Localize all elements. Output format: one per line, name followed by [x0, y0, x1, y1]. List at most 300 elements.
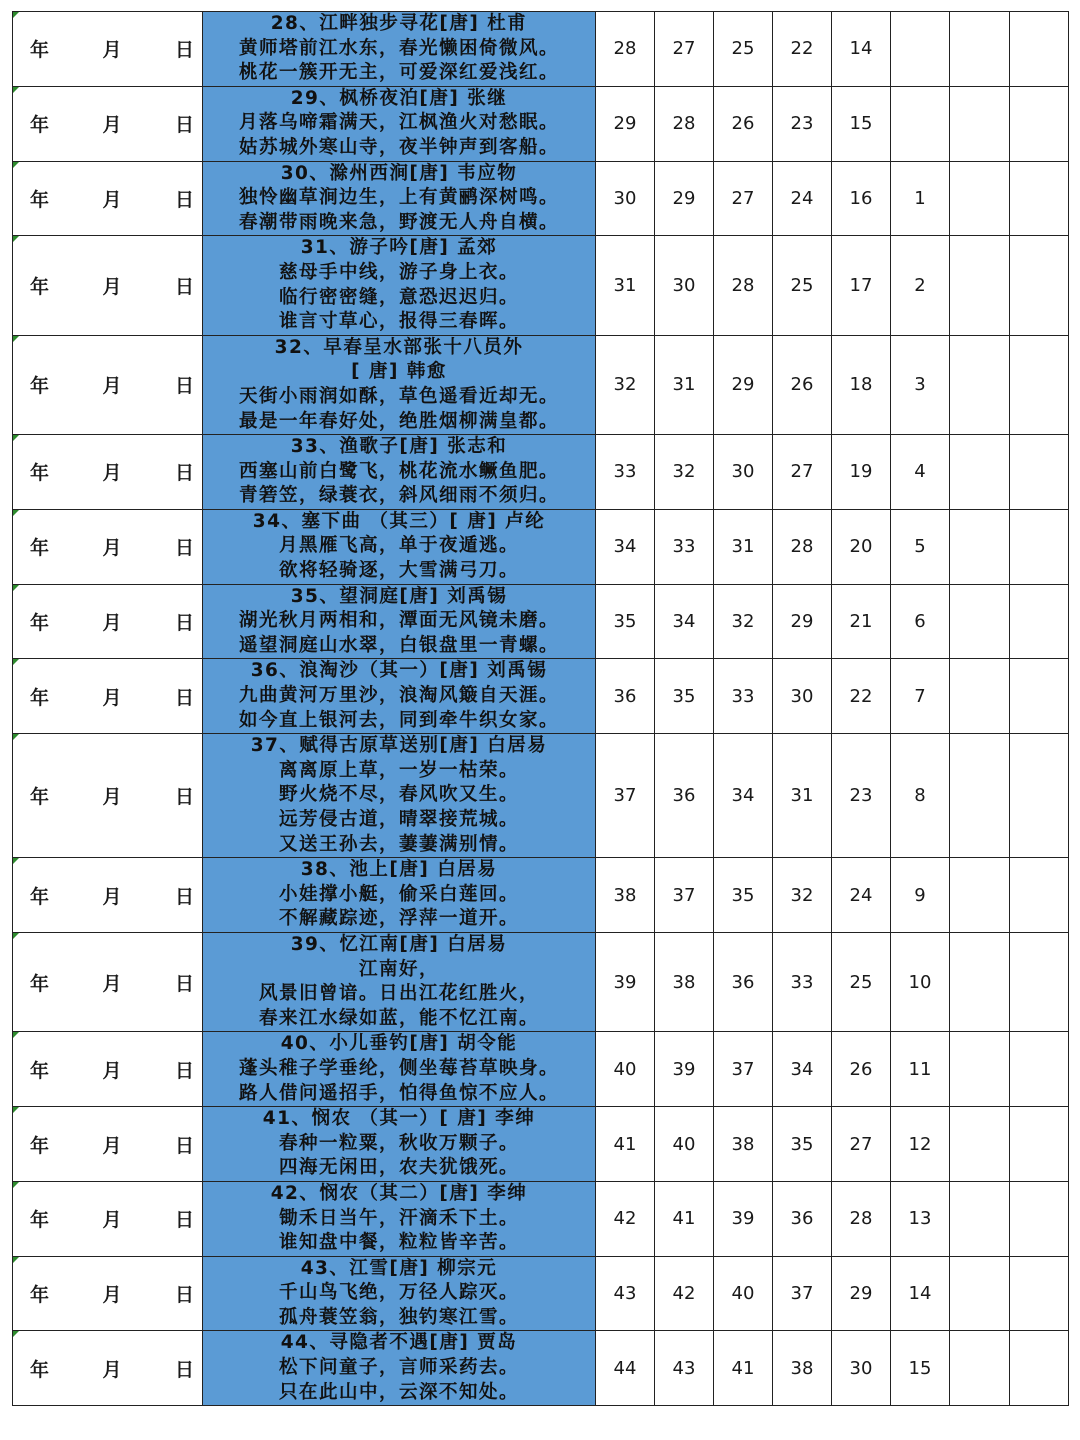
- day-label: 日: [174, 1059, 194, 1082]
- review-day-cell: 36: [596, 659, 655, 734]
- review-day-cell: 25: [714, 12, 773, 87]
- review-day-cell: 37: [714, 1032, 773, 1107]
- date-cell[interactable]: [13, 1032, 203, 1107]
- year-label: 年: [30, 537, 50, 560]
- poem-line: 西塞山前白鹭飞，桃花流水鳜鱼肥。: [238, 460, 559, 482]
- day-label: 日: [174, 188, 194, 211]
- review-day-cell: 20: [832, 509, 891, 584]
- review-day-cell: 27: [832, 1107, 891, 1182]
- month-label: 月: [102, 1358, 122, 1381]
- review-day-cell: 32: [655, 435, 714, 510]
- review-day-cell: 40: [714, 1256, 773, 1331]
- review-day-cell: 39: [596, 932, 655, 1031]
- review-day-cell: 31: [714, 509, 773, 584]
- review-day-cell: [950, 1256, 1010, 1331]
- month-label: 月: [102, 1134, 122, 1157]
- review-day-cell: 38: [714, 1107, 773, 1182]
- date-cell[interactable]: [13, 236, 203, 335]
- date-fields: [13, 1205, 202, 1232]
- date-fields: [13, 35, 202, 62]
- review-day-cell: 42: [596, 1181, 655, 1256]
- review-day-cell: 44: [596, 1331, 655, 1406]
- poem-line: 桃花一簇开无主，可爱深红爱浅红。: [238, 62, 559, 84]
- table-row: [13, 932, 1069, 1031]
- poem-line: 离离原上草，一岁一枯荣。: [278, 759, 519, 781]
- day-label: 日: [174, 114, 194, 137]
- day-label: 日: [174, 686, 194, 709]
- poem-line: 松下问童子，言师采药去。: [278, 1357, 519, 1379]
- review-day-cell: [950, 435, 1010, 510]
- poem-line: 黄师塔前江水东，春光懒困倚微风。: [238, 37, 559, 59]
- date-fields: [13, 683, 202, 710]
- review-day-cell: 26: [832, 1032, 891, 1107]
- year-label: 年: [30, 612, 50, 635]
- year-label: 年: [30, 188, 50, 211]
- date-cell[interactable]: [13, 858, 203, 933]
- review-day-cell: 42: [655, 1256, 714, 1331]
- review-day-cell: [950, 734, 1010, 858]
- review-day-cell: 40: [655, 1107, 714, 1182]
- review-day-cell: 6: [891, 584, 950, 659]
- poem-title: 33、渔歌子[唐] 张志和: [290, 436, 508, 458]
- poem-line: 春来江水绿如蓝，能不忆江南。: [258, 1007, 539, 1029]
- review-day-cell: 37: [655, 858, 714, 933]
- review-day-cell: 26: [714, 86, 773, 161]
- review-day-cell: 32: [773, 858, 832, 933]
- review-day-cell: 32: [596, 335, 655, 434]
- review-day-cell: 29: [655, 161, 714, 236]
- review-day-cell: 15: [891, 1331, 950, 1406]
- review-day-cell: [950, 86, 1010, 161]
- review-day-cell: 30: [832, 1331, 891, 1406]
- year-label: 年: [30, 276, 50, 299]
- review-day-cell: 30: [655, 236, 714, 335]
- review-day-cell: [891, 12, 950, 87]
- review-day-cell: 34: [714, 734, 773, 858]
- year-label: 年: [30, 1059, 50, 1082]
- review-day-cell: 34: [655, 584, 714, 659]
- month-label: 月: [102, 1209, 122, 1232]
- review-day-cell: 36: [714, 932, 773, 1031]
- review-day-cell: [1010, 584, 1069, 659]
- review-day-cell: [950, 12, 1010, 87]
- year-label: 年: [30, 1284, 50, 1307]
- table-row: [13, 659, 1069, 734]
- poem-title: 37、赋得古原草送别[唐] 白居易: [250, 735, 548, 757]
- poem-line: 最是一年春好处，绝胜烟柳满皇都。: [238, 410, 559, 432]
- review-day-cell: 33: [773, 932, 832, 1031]
- day-label: 日: [174, 375, 194, 398]
- review-day-cell: 5: [891, 509, 950, 584]
- review-day-cell: 22: [832, 659, 891, 734]
- poem-title: 44、寻隐者不遇[唐] 贾岛: [280, 1332, 518, 1354]
- poem-cell: [203, 509, 596, 584]
- review-day-cell: 22: [773, 12, 832, 87]
- review-day-cell: [950, 659, 1010, 734]
- poem-cell: [203, 1256, 596, 1331]
- table-row: [13, 1331, 1069, 1406]
- day-label: 日: [174, 39, 194, 62]
- day-label: 日: [174, 612, 194, 635]
- review-day-cell: 19: [832, 435, 891, 510]
- review-day-cell: 28: [596, 12, 655, 87]
- month-label: 月: [102, 972, 122, 995]
- date-fields: [13, 533, 202, 560]
- date-fields: [13, 458, 202, 485]
- date-fields: [13, 969, 202, 996]
- review-day-cell: 25: [832, 932, 891, 1031]
- review-day-cell: 31: [655, 335, 714, 434]
- review-day-cell: 40: [596, 1032, 655, 1107]
- poem-cell: [203, 1032, 596, 1107]
- poem-cell: [203, 734, 596, 858]
- table-row: [13, 435, 1069, 510]
- review-day-cell: [950, 858, 1010, 933]
- poem-line: 小娃撑小艇，偷采白莲回。: [278, 883, 519, 905]
- review-day-cell: 21: [832, 584, 891, 659]
- review-day-cell: 38: [773, 1331, 832, 1406]
- poem-title: 32、早春呈水部张十八员外: [274, 336, 524, 358]
- review-day-cell: 41: [655, 1181, 714, 1256]
- poem-line: 又送王孙去，萋萋满别情。: [278, 833, 519, 855]
- poem-cell: [203, 435, 596, 510]
- review-day-cell: 43: [655, 1331, 714, 1406]
- month-label: 月: [102, 188, 122, 211]
- review-day-cell: [1010, 509, 1069, 584]
- table-row: [13, 1032, 1069, 1107]
- review-day-cell: 4: [891, 435, 950, 510]
- date-fields: [13, 1056, 202, 1083]
- poem-line: 千山鸟飞绝，万径人踪灭。: [278, 1282, 519, 1304]
- review-day-cell: 33: [655, 509, 714, 584]
- poem-cell: [203, 1181, 596, 1256]
- review-day-cell: 29: [596, 86, 655, 161]
- poem-line: 如今直上银河去，同到牵牛织女家。: [238, 709, 559, 731]
- date-cell[interactable]: [13, 659, 203, 734]
- poem-cell: [203, 335, 596, 434]
- poem-line: 青箬笠，绿蓑衣，斜风细雨不须归。: [238, 485, 559, 507]
- month-label: 月: [102, 612, 122, 635]
- review-day-cell: [1010, 236, 1069, 335]
- review-day-cell: 41: [714, 1331, 773, 1406]
- review-day-cell: 27: [655, 12, 714, 87]
- review-day-cell: [950, 932, 1010, 1031]
- review-day-cell: [1010, 734, 1069, 858]
- review-day-cell: [950, 509, 1010, 584]
- review-day-cell: [1010, 1331, 1069, 1406]
- review-day-cell: [1010, 335, 1069, 434]
- review-day-cell: 14: [891, 1256, 950, 1331]
- table-row: [13, 509, 1069, 584]
- review-day-cell: 30: [773, 659, 832, 734]
- poem-line: 春潮带雨晚来急，野渡无人舟自横。: [238, 211, 559, 233]
- review-day-cell: [950, 584, 1010, 659]
- month-label: 月: [102, 1284, 122, 1307]
- date-fields: [13, 1355, 202, 1382]
- poem-line: 野火烧不尽，春风吹又生。: [278, 784, 519, 806]
- date-fields: [13, 608, 202, 635]
- date-fields: [13, 185, 202, 212]
- poem-line: 湖光秋月两相和，潭面无风镜未磨。: [238, 610, 559, 632]
- table-row: [13, 1107, 1069, 1182]
- review-day-cell: 27: [773, 435, 832, 510]
- date-cell[interactable]: [13, 509, 203, 584]
- review-day-cell: [1010, 1107, 1069, 1182]
- poem-title: 43、江雪[唐] 柳宗元: [300, 1257, 498, 1279]
- date-cell[interactable]: [13, 1181, 203, 1256]
- poem-line: 蓬头稚子学垂纶，侧坐莓苔草映身。: [238, 1057, 559, 1079]
- poem-cell: [203, 12, 596, 87]
- day-label: 日: [174, 1209, 194, 1232]
- date-cell[interactable]: [13, 161, 203, 236]
- review-day-cell: 13: [891, 1181, 950, 1256]
- day-label: 日: [174, 537, 194, 560]
- review-day-cell: 28: [832, 1181, 891, 1256]
- review-day-cell: 28: [714, 236, 773, 335]
- review-day-cell: 9: [891, 858, 950, 933]
- year-label: 年: [30, 114, 50, 137]
- review-day-cell: 35: [655, 659, 714, 734]
- year-label: 年: [30, 39, 50, 62]
- review-day-cell: 3: [891, 335, 950, 434]
- date-cell[interactable]: [13, 584, 203, 659]
- review-day-cell: 27: [714, 161, 773, 236]
- day-label: 日: [174, 885, 194, 908]
- year-label: 年: [30, 885, 50, 908]
- poem-title: 34、塞下曲 （其三）[ 唐] 卢纶: [252, 510, 546, 532]
- review-day-cell: 37: [596, 734, 655, 858]
- review-day-cell: 10: [891, 932, 950, 1031]
- poem-line: 欲将轻骑逐，大雪满弓刀。: [278, 560, 519, 582]
- year-label: 年: [30, 1358, 50, 1381]
- review-day-cell: 25: [773, 236, 832, 335]
- review-day-cell: 35: [773, 1107, 832, 1182]
- table-row: [13, 858, 1069, 933]
- poem-line: 远芳侵古道，晴翠接荒城。: [278, 809, 519, 830]
- day-label: 日: [174, 276, 194, 299]
- review-day-cell: [950, 1032, 1010, 1107]
- review-day-cell: 39: [655, 1032, 714, 1107]
- year-label: 年: [30, 375, 50, 398]
- poem-line: 月黑雁飞高，单于夜遁逃。: [278, 535, 519, 557]
- month-label: 月: [102, 686, 122, 709]
- month-label: 月: [102, 39, 122, 62]
- review-day-cell: 7: [891, 659, 950, 734]
- poem-line: 春种一粒粟，秋收万颗子。: [278, 1132, 519, 1154]
- poem-line: 慈母手中线，游子身上衣。: [278, 261, 519, 283]
- review-day-cell: [950, 161, 1010, 236]
- review-day-cell: 12: [891, 1107, 950, 1182]
- poem-line: 锄禾日当午，汗滴禾下土。: [278, 1207, 519, 1229]
- review-day-cell: 16: [832, 161, 891, 236]
- day-label: 日: [174, 972, 194, 995]
- date-cell[interactable]: [13, 86, 203, 161]
- review-day-cell: 28: [655, 86, 714, 161]
- poem-line: 天街小雨润如酥，草色遥看近却无。: [238, 385, 559, 407]
- review-day-cell: 11: [891, 1032, 950, 1107]
- review-day-cell: 32: [714, 584, 773, 659]
- poem-title: 30、滁州西涧[唐] 韦应物: [280, 162, 518, 184]
- year-label: 年: [30, 1209, 50, 1232]
- poem-title: 36、浪淘沙（其一）[唐] 刘禹锡: [250, 660, 548, 682]
- review-day-cell: 23: [832, 734, 891, 858]
- table-row: [13, 236, 1069, 335]
- review-day-cell: 29: [773, 584, 832, 659]
- date-fields: [13, 1131, 202, 1158]
- review-day-cell: [1010, 435, 1069, 510]
- review-day-cell: 41: [596, 1107, 655, 1182]
- poem-line: 不解藏踪迹，浮萍一道开。: [278, 908, 519, 930]
- review-day-cell: 23: [773, 86, 832, 161]
- table-row: [13, 1181, 1069, 1256]
- date-cell[interactable]: [13, 1256, 203, 1331]
- review-day-cell: 35: [714, 858, 773, 933]
- review-day-cell: 36: [655, 734, 714, 858]
- poem-cell: [203, 236, 596, 335]
- review-day-cell: 18: [832, 335, 891, 434]
- month-label: 月: [102, 1059, 122, 1082]
- poem-line: 江南好，: [358, 958, 439, 980]
- review-day-cell: 29: [714, 335, 773, 434]
- table-row: [13, 734, 1069, 858]
- poem-title: 41、悯农 （其一）[ 唐] 李绅: [262, 1108, 536, 1130]
- poem-review-table: [12, 11, 1069, 1406]
- day-label: 日: [174, 462, 194, 485]
- date-cell[interactable]: [13, 734, 203, 858]
- table-body: [13, 12, 1069, 1406]
- review-day-cell: 31: [773, 734, 832, 858]
- review-day-cell: [950, 236, 1010, 335]
- poem-cell: [203, 932, 596, 1031]
- review-day-cell: [1010, 1256, 1069, 1331]
- review-day-cell: [1010, 659, 1069, 734]
- review-day-cell: 35: [596, 584, 655, 659]
- review-day-cell: 38: [596, 858, 655, 933]
- table-row: [13, 335, 1069, 434]
- day-label: 日: [174, 1358, 194, 1381]
- review-day-cell: 14: [832, 12, 891, 87]
- poem-title: 40、小儿垂钓[唐] 胡令能: [280, 1033, 518, 1055]
- day-label: 日: [174, 786, 194, 809]
- date-cell[interactable]: [13, 932, 203, 1031]
- year-label: 年: [30, 972, 50, 995]
- date-fields: [13, 371, 202, 398]
- review-day-cell: 37: [773, 1256, 832, 1331]
- review-day-cell: 34: [596, 509, 655, 584]
- review-day-cell: [891, 86, 950, 161]
- year-label: 年: [30, 462, 50, 485]
- poem-cell: [203, 161, 596, 236]
- review-day-cell: 30: [714, 435, 773, 510]
- review-day-cell: [1010, 86, 1069, 161]
- date-cell[interactable]: [13, 12, 203, 87]
- poem-line: 独怜幽草涧边生，上有黄鹂深树鸣。: [238, 187, 559, 209]
- date-cell[interactable]: [13, 335, 203, 434]
- review-day-cell: 38: [655, 932, 714, 1031]
- year-label: 年: [30, 686, 50, 709]
- table-row: [13, 584, 1069, 659]
- month-label: 月: [102, 276, 122, 299]
- review-day-cell: 17: [832, 236, 891, 335]
- poem-title: 28、江畔独步寻花[唐] 杜甫: [270, 13, 528, 34]
- date-cell[interactable]: [13, 1107, 203, 1182]
- date-fields: [13, 1280, 202, 1307]
- month-label: 月: [102, 537, 122, 560]
- table-row: [13, 1256, 1069, 1331]
- review-day-cell: 30: [596, 161, 655, 236]
- review-day-cell: 33: [714, 659, 773, 734]
- poem-cell: [203, 1107, 596, 1182]
- review-day-cell: 39: [714, 1181, 773, 1256]
- poem-line: 九曲黄河万里沙，浪淘风簸自天涯。: [238, 685, 559, 707]
- month-label: 月: [102, 462, 122, 485]
- poem-line: 风景旧曾谙。日出江花红胜火，: [258, 983, 539, 1005]
- poem-title: 39、忆江南[唐] 白居易: [290, 933, 508, 955]
- table-row: [13, 86, 1069, 161]
- table-row: [13, 12, 1069, 87]
- review-day-cell: 36: [773, 1181, 832, 1256]
- poem-line: 只在此山中，云深不知处。: [278, 1381, 519, 1403]
- review-day-cell: [950, 1107, 1010, 1182]
- review-day-cell: [1010, 1181, 1069, 1256]
- review-day-cell: 43: [596, 1256, 655, 1331]
- review-day-cell: 26: [773, 335, 832, 434]
- date-fields: [13, 272, 202, 299]
- date-fields: [13, 782, 202, 809]
- review-day-cell: 15: [832, 86, 891, 161]
- review-day-cell: 31: [596, 236, 655, 335]
- poem-title: 38、池上[唐] 白居易: [300, 859, 498, 881]
- review-day-cell: 8: [891, 734, 950, 858]
- poem-line: 谁言寸草心，报得三春晖。: [278, 311, 519, 333]
- review-day-cell: 24: [832, 858, 891, 933]
- review-day-cell: [1010, 1032, 1069, 1107]
- review-day-cell: [1010, 858, 1069, 933]
- review-day-cell: 24: [773, 161, 832, 236]
- poem-cell: [203, 858, 596, 933]
- table-row: [13, 161, 1069, 236]
- poem-line: 四海无闲田，农夫犹饿死。: [278, 1157, 519, 1179]
- day-label: 日: [174, 1134, 194, 1157]
- month-label: 月: [102, 786, 122, 809]
- year-label: 年: [30, 1134, 50, 1157]
- review-day-cell: [950, 335, 1010, 434]
- review-day-cell: [1010, 161, 1069, 236]
- poem-cell: [203, 659, 596, 734]
- review-day-cell: 34: [773, 1032, 832, 1107]
- month-label: 月: [102, 114, 122, 137]
- day-label: 日: [174, 1284, 194, 1307]
- review-day-cell: 1: [891, 161, 950, 236]
- poem-line: 谁知盘中餐，粒粒皆辛苦。: [278, 1232, 519, 1254]
- poem-title: 35、望洞庭[唐] 刘禹锡: [290, 585, 508, 607]
- poem-title: 29、枫桥夜泊[唐] 张继: [290, 87, 508, 109]
- poem-title: 42、悯农（其二）[唐] 李绅: [270, 1182, 528, 1204]
- poem-cell: [203, 86, 596, 161]
- poem-cell: [203, 1331, 596, 1406]
- year-label: 年: [30, 786, 50, 809]
- date-cell[interactable]: [13, 435, 203, 510]
- poem-title: 31、游子吟[唐] 孟郊: [300, 237, 498, 259]
- poem-line: 孤舟蓑笠翁，独钓寒江雪。: [278, 1306, 519, 1328]
- review-day-cell: [950, 1181, 1010, 1256]
- review-day-cell: [950, 1331, 1010, 1406]
- date-cell[interactable]: [13, 1331, 203, 1406]
- poem-line: 临行密密缝，意恐迟迟归。: [278, 286, 519, 308]
- poem-line: 姑苏城外寒山寺，夜半钟声到客船。: [238, 136, 559, 158]
- poem-line: 月落乌啼霜满天，江枫渔火对愁眠。: [238, 112, 559, 134]
- date-fields: [13, 882, 202, 909]
